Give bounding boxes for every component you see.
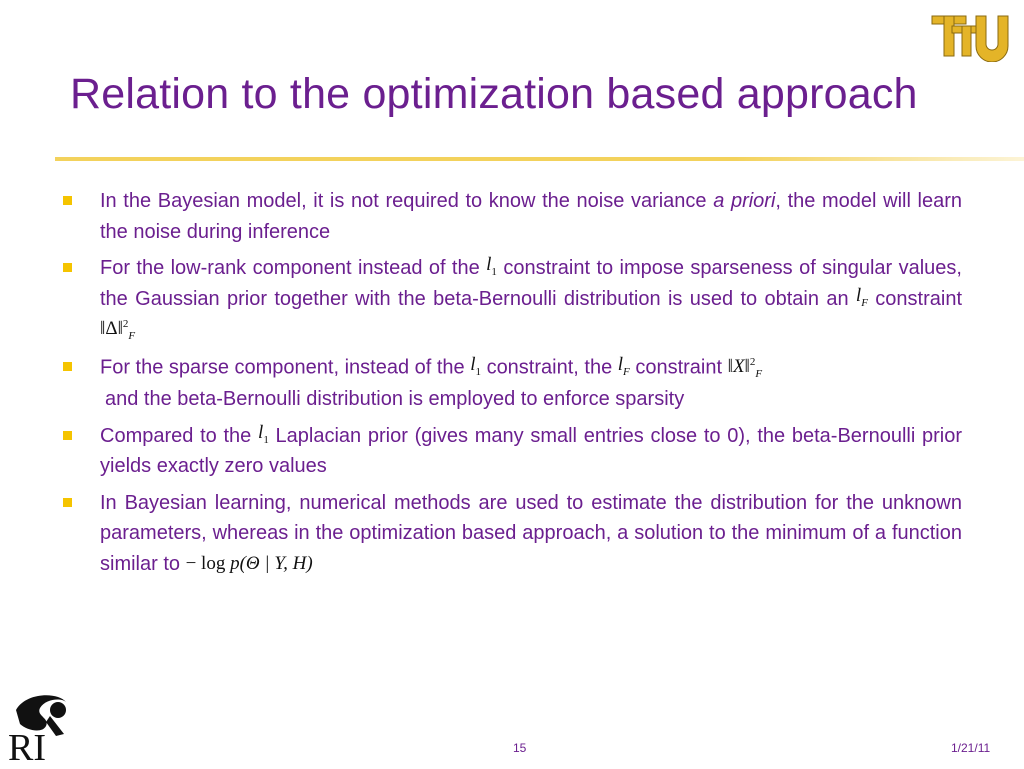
lF-math: $l_F$ <box>855 284 868 309</box>
l1-math: $l_1$ <box>470 353 481 378</box>
bullet-square-icon <box>63 362 72 371</box>
delta-norm-math: ‖Δ‖$^2_F$ <box>100 318 136 343</box>
ri-logo <box>6 690 78 764</box>
bullet-item: For the sparse component, instead of the $l_1$ constraint, the $l_F$ constraint ‖X‖$^2_F$ <box>60 352 962 384</box>
bullet-list <box>60 186 962 585</box>
bullet-item: Compared to the $l_1$ Laplacian prior (gives many small entries close to 0), the beta-Bernoulli prior yields exactly zero values <box>60 421 962 482</box>
page-number: 15 <box>513 741 527 755</box>
slide-title: Relation to the optimization based approach <box>70 70 918 118</box>
l1-math: $l_1$ <box>258 422 269 446</box>
svg-text:RI: RI <box>8 727 46 764</box>
bullet-item: In Bayesian learning, numerical methods are used to estimate the distribution for the unknown parameters, whereas in the optimization based approach, a solution to the minimum of a function similar to − log p(Θ | Y, H) <box>60 488 962 580</box>
bullet-square-icon <box>63 196 72 205</box>
title-underline <box>55 157 1024 161</box>
bullet-square-icon <box>63 263 72 272</box>
l1-math: $l_1$ <box>486 254 497 279</box>
lF-math: $l_F$ <box>617 353 630 378</box>
bullet-square-icon <box>63 498 72 507</box>
bullet-item: In the Bayesian model, it is not required to know the noise variance a priori, the model will learn the noise during inference <box>60 186 962 247</box>
bullet-continuation: and the beta-Bernoulli distribution is employed to enforce sparsity <box>105 388 685 411</box>
bullet-square-icon <box>63 431 72 440</box>
x-norm-math: ‖X‖$^2_F$ <box>727 356 763 381</box>
bullet-item: For the low-rank component instead of the $l_1$ constraint to impose sparseness of singular values, the Gaussian prior together with the beta-Bernoulli distribution is used to obtain an $l_F$ constraint ‖Δ‖$^2_F$ <box>60 253 962 346</box>
neg-log-likelihood-math: − log p(Θ | Y, H) <box>185 553 313 575</box>
slide-date: 1/21/11 <box>951 741 991 755</box>
ttu-logo <box>930 12 1010 62</box>
